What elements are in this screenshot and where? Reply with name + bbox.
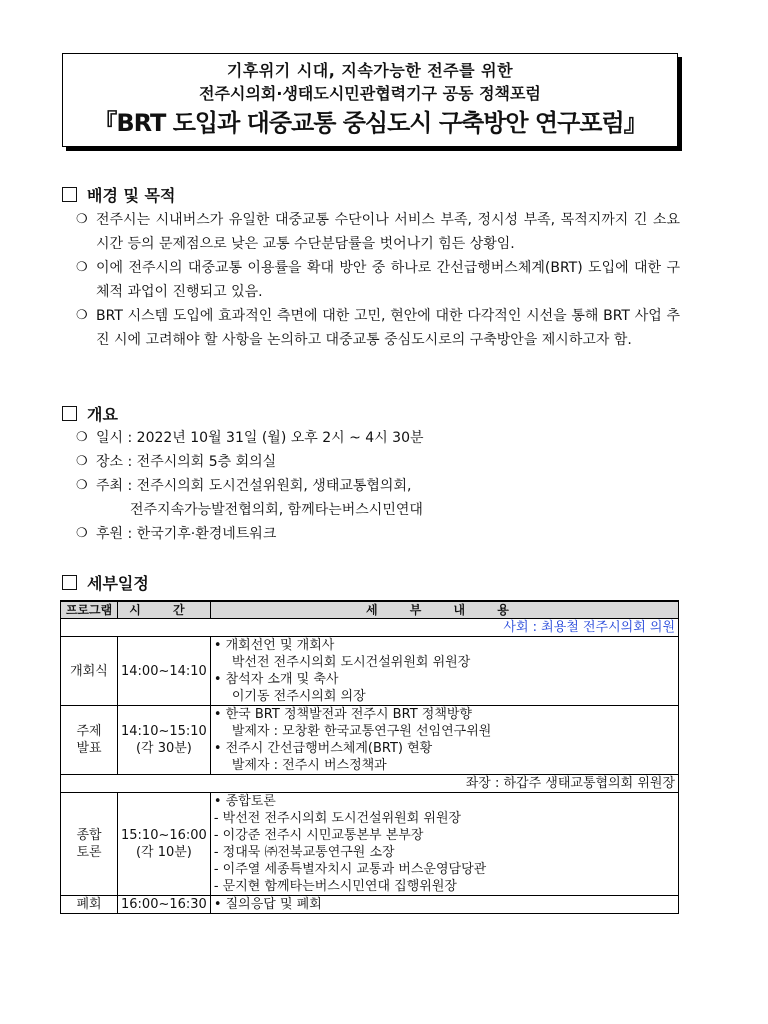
hollow-circle-icon: ❍ bbox=[76, 430, 88, 445]
square-box-icon bbox=[62, 575, 77, 590]
table-row bbox=[61, 706, 679, 775]
program-time: 14:10~15:10 (각 30분) bbox=[118, 706, 211, 775]
table-row bbox=[61, 775, 679, 793]
table-row bbox=[61, 793, 679, 896]
list-item: ❍ 주최 : 전주시의회 도시건설위원회, 생태교통협의회, bbox=[76, 474, 680, 498]
hollow-circle-icon: ❍ bbox=[76, 454, 88, 469]
section-heading-background: 배경 및 목적 bbox=[87, 186, 176, 205]
table-row bbox=[61, 619, 679, 637]
program-name: 종합 토론 bbox=[61, 793, 118, 896]
section-overview bbox=[62, 402, 118, 425]
list-item: ❍ BRT 시스템 도입에 효과적인 측면에 대한 고민, 현안에 대한 다각적인 시선을 통해 BRT 사업 추진 시에 고려해야 할 사항을 논의하고 대중교통 중심도시로의 구축방안을 제시하고자 함. bbox=[76, 304, 680, 352]
section-heading-schedule: 세부일정 bbox=[87, 574, 149, 593]
table-row bbox=[61, 896, 679, 914]
list-item: ❍ 장소 : 전주시의회 5층 회의실 bbox=[76, 450, 680, 474]
hollow-circle-icon: ❍ bbox=[76, 308, 88, 323]
list-item: ❍ 일시 : 2022년 10월 31일 (월) 오후 2시 ~ 4시 30분 bbox=[76, 426, 680, 450]
square-box-icon bbox=[62, 406, 77, 421]
program-time: 15:10~16:00 (각 10분) bbox=[118, 793, 211, 896]
hollow-circle-icon: ❍ bbox=[76, 478, 88, 493]
section-heading-overview: 개요 bbox=[87, 405, 118, 424]
moderator: 사회 : 최용철 전주시의회 의원 bbox=[61, 619, 679, 637]
program-content: • 한국 BRT 정책발전과 전주시 BRT 정책방향 발제자 : 모창환 한국교통연구원 선임연구위원 • 전주시 간선급행버스체계(BRT) 현황 발제자 : 전주시 버스정책과 bbox=[210, 706, 678, 775]
section-schedule bbox=[62, 571, 149, 594]
chair: 좌장 : 하갑주 생태교통협의회 위원장 bbox=[61, 775, 679, 793]
program-time: 16:00~16:30 bbox=[118, 896, 211, 914]
list-item: ❍ 이에 전주시의 대중교통 이용률을 확대 방안 중 하나로 간선급행버스체계(BRT) 도입에 대한 구체적 과업이 진행되고 있음. bbox=[76, 256, 680, 304]
program-name: 주제 발표 bbox=[61, 706, 118, 775]
hollow-circle-icon: ❍ bbox=[76, 260, 88, 275]
program-content: • 개회선언 및 개회사 박선전 전주시의회 도시건설위원회 위원장 • 참석자 소개 및 축사 이기동 전주시의회 의장 bbox=[210, 637, 678, 706]
title-line-1: 기후위기 시대, 지속가능한 전주를 위한 bbox=[226, 61, 514, 80]
list-item-continuation: 전주지속가능발전협의회, 함께타는버스시민연대 bbox=[130, 502, 423, 518]
header-program: 프로그램 bbox=[61, 601, 118, 619]
title-line-2: 전주시의회·생태도시민관협력기구 공동 정책포럼 bbox=[199, 84, 541, 103]
header-time: 시 간 bbox=[118, 601, 211, 619]
section-background bbox=[62, 183, 175, 206]
table-row bbox=[61, 637, 679, 706]
program-content: • 종합토론 - 박선전 전주시의회 도시건설위원회 위원장 - 이강준 전주시 시민교통본부 본부장 - 정대묵 ㈜전북교통연구원 소장 - 이주열 세종특별자치시 교통과 버스운영담당관 - 문지현 함께타는버스시민연대 집행위원장 bbox=[210, 793, 678, 896]
schedule-table bbox=[60, 600, 679, 914]
square-box-icon bbox=[62, 187, 77, 202]
title-line-3: 『BRT 도입과 대중교통 중심도시 구축방안 연구포럼』 bbox=[93, 109, 647, 137]
program-content: • 질의응답 및 폐회 bbox=[210, 896, 678, 914]
header-content: 세 부 내 용 bbox=[210, 601, 678, 619]
program-name: 개회식 bbox=[61, 637, 118, 706]
hollow-circle-icon: ❍ bbox=[76, 526, 88, 541]
program-time: 14:00~14:10 bbox=[118, 637, 211, 706]
background-list bbox=[76, 208, 680, 352]
hollow-circle-icon: ❍ bbox=[76, 212, 88, 227]
overview-list bbox=[76, 426, 680, 546]
program-name: 폐회 bbox=[61, 896, 118, 914]
list-item: ❍ 후원 : 한국기후·환경네트워크 bbox=[76, 522, 680, 546]
title-box bbox=[62, 53, 678, 147]
table-header-row bbox=[61, 601, 679, 619]
list-item: ❍ 전주시는 시내버스가 유일한 대중교통 수단이나 서비스 부족, 정시성 부족, 목적지까지 긴 소요시간 등의 문제점으로 낮은 교통 수단분담률을 벗어나기 힘든 상황임. bbox=[76, 208, 680, 256]
